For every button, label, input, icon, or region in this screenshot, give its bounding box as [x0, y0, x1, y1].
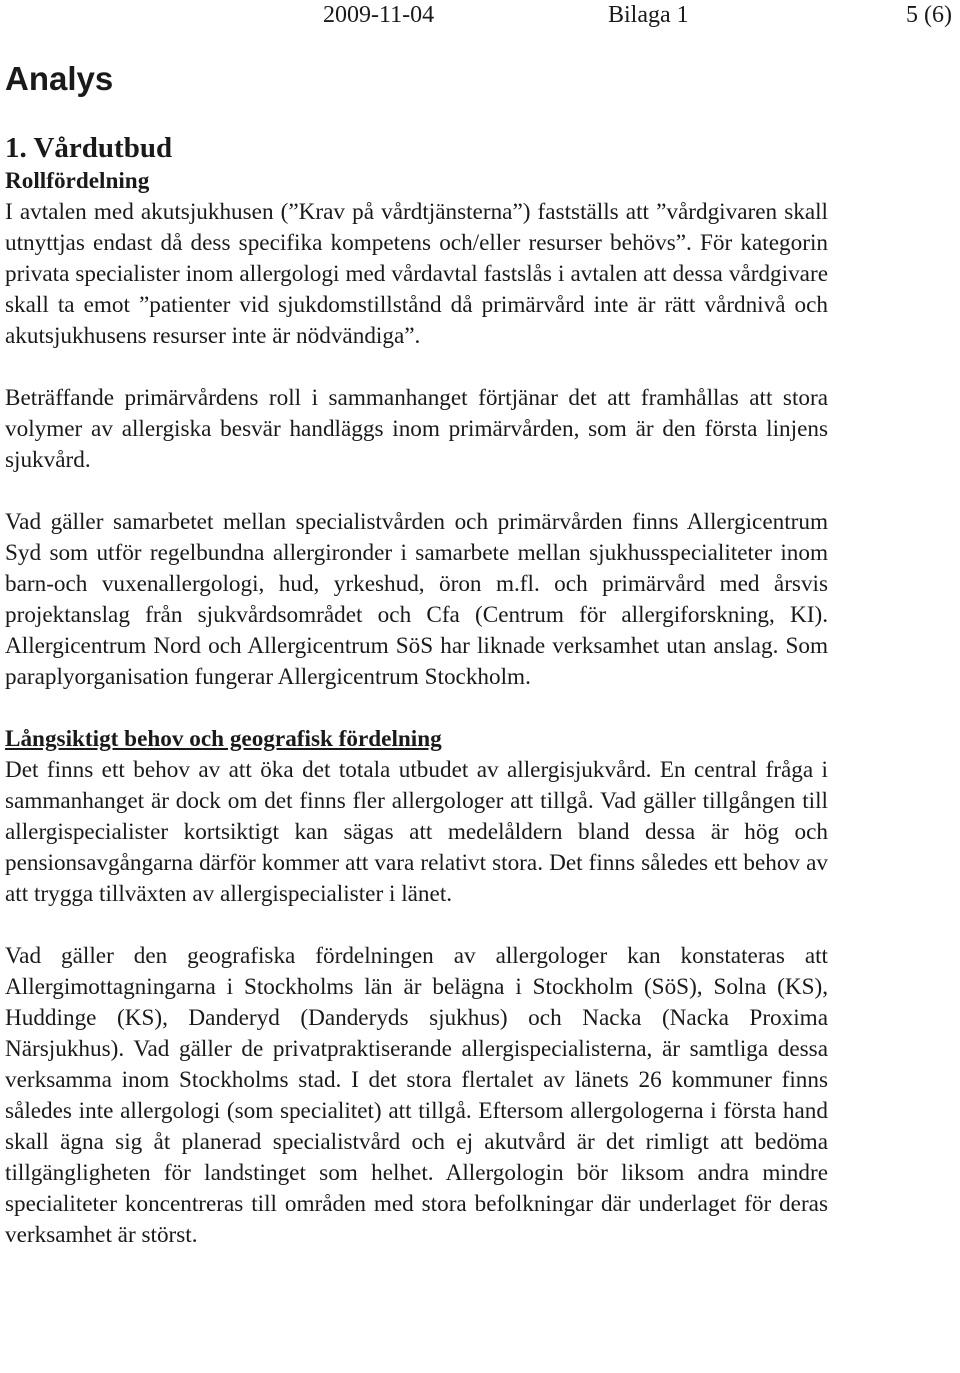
header-page-number: 5 (6) — [906, 2, 952, 28]
header-date: 2009-11-04 — [323, 2, 435, 28]
paragraph-spacer — [5, 693, 828, 724]
paragraph: Vad gäller samarbetet mellan specialistvården och primärvården finns Allergicentrum Syd som utför regelbundna allergironder i samarbete mellan sjukhusspecialiteter inom barn-och vuxenallergologi, hud, yrkeshud, öron m.fl. och primärvård med årsvis projektanslag från sjukvårdsområdet och Cfa (Centrum för allergiforskning, KI). Allergicentrum Nord och Allergicentrum SöS har liknade verksamhet utan anslag. Som paraplyorganisation fungerar Allergicentrum Stockholm. — [5, 509, 828, 690]
section-heading: 1. Vårdutbud — [5, 132, 173, 164]
document-body — [5, 130, 828, 1251]
section-subheading: Rollfördelning — [5, 168, 150, 194]
paragraph: Det finns ett behov av att öka det totala utbudet av allergisjukvård. En central fråga i sammanhanget är dock om det finns fler allergologer att tillgå. Vad gäller tillgången till allergispecialister kortsiktigt kan sägas att medelåldern bland dessa är hög och pensionsavgångarna därför kommer att vara relativt stora. Det finns således ett behov av att trygga tillväxten av allergispecialister i länet. — [5, 757, 828, 907]
page-title: Analys — [5, 60, 114, 97]
page-header — [0, 0, 960, 30]
paragraph: I avtalen med akutsjukhusen (”Krav på vårdtjänsterna”) fastställs att ”vårdgivaren skall utnyttjas endast då dess specifika kompetens och/eller resurser behövs”. För kategorin privata specialister inom allergologi med vårdavtal fastslås i avtalen att dessa vårdgivare skall ta emot ”patienter vid sjukdomstillstånd då primärvård inte är rätt vårdnivå och akutsjukhusens resurser inte är nödvändiga”. — [5, 199, 828, 349]
header-attachment-label: Bilaga 1 — [608, 2, 689, 28]
paragraph: Beträffande primärvårdens roll i sammanhanget förtjänar det att framhållas att stora volymer av allergiska besvär handläggs inom primärvården, som är den första linjens sjukvård. — [5, 385, 828, 473]
paragraph-spacer — [5, 352, 828, 383]
paragraph-spacer — [5, 476, 828, 507]
section2-heading: Långsiktigt behov och geografisk fördelning — [5, 726, 442, 752]
paragraph-spacer — [5, 910, 828, 941]
paragraph: Vad gäller den geografiska fördelningen av allergologer kan konstateras att Allergimottagningarna i Stockholms län är belägna i Stockholm (SöS), Solna (KS), Huddinge (KS), Danderyd (Danderyds sjukhus) och Nacka (Nacka Proxima Närsjukhus). Vad gäller de privatpraktiserande allergispecialisterna, är samtliga dessa verksamma inom Stockholms stad. I det stora flertalet av länets 26 kommuner finns således inte allergologi (som specialitet) att tillgå. Eftersom allergologerna i första hand skall ägna sig åt planerad specialistvård och ej akutvård är det rimligt att bedöma tillgängligheten för landstinget som helhet. Allergologin bör liksom andra mindre specialiteter koncentreras till områden med stora befolkningar där underlaget för deras verksamhet är störst. — [5, 943, 828, 1248]
